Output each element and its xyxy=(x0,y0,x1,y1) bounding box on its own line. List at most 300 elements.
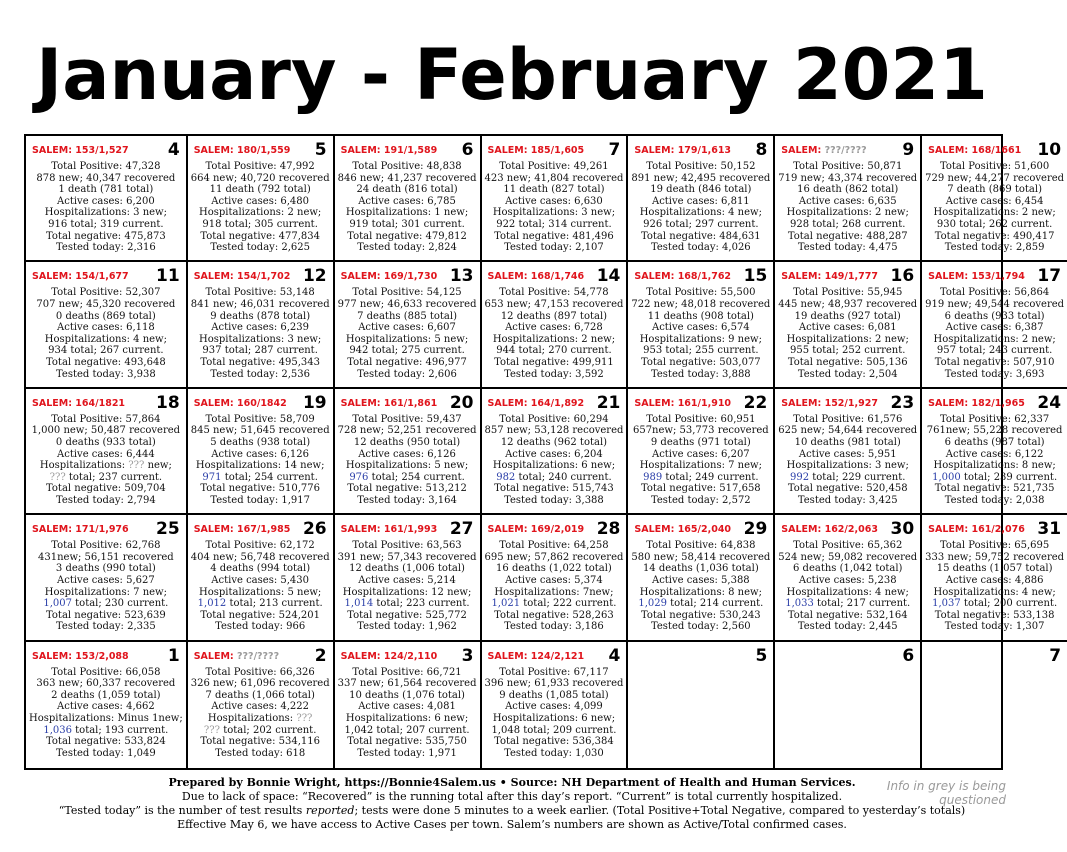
day-cell xyxy=(26,642,188,768)
stat-line: Tested today: 3,592 xyxy=(504,368,604,380)
stat-line: Hospitalizations: 7new; xyxy=(494,586,614,598)
stat-line: 878 new; 40,347 recovered xyxy=(36,172,176,184)
salem-cases: SALEM: 161/2,076 xyxy=(928,524,1025,536)
salem-cases: SALEM: 154/1,702 xyxy=(193,271,291,283)
stat-line: ??? total; 202 current. xyxy=(203,724,317,736)
stat-line: Total negative: 520,458 xyxy=(787,483,908,495)
stat-line: Total Positive: 48,838 xyxy=(352,161,462,172)
stat-line: Total Positive: 66,326 xyxy=(205,666,315,678)
stat-line: Active cases: 4,081 xyxy=(358,701,456,713)
stat-line: Total negative: 510,776 xyxy=(200,483,320,495)
stat-line: Total negative: 528,263 xyxy=(494,609,614,621)
stat-line: 1,014 total; 223 current. xyxy=(344,598,470,610)
stat-line: Total negative: 503,077 xyxy=(640,356,761,368)
stat-line: Total Positive: 49,261 xyxy=(499,161,609,172)
stat-line: 10 deaths (1,076 total) xyxy=(349,689,465,701)
stat-line: Hospitalizations: 1 new; xyxy=(345,207,469,219)
stat-line: Total Positive: 64,838 xyxy=(646,540,756,552)
stat-line: 0 deaths (869 total) xyxy=(55,310,156,322)
stat-line: Hospitalizations: 4 new; xyxy=(639,207,762,219)
salem-cases: SALEM: 124/2,121 xyxy=(487,650,585,662)
salem-cases: SALEM: 154/1,677 xyxy=(32,271,129,283)
stat-line: Total Positive: 60,294 xyxy=(499,413,609,425)
stat-line: Hospitalizations: 5 new; xyxy=(345,333,469,345)
salem-cases: SALEM: 168/1661 xyxy=(928,145,1022,156)
salem-cases: SALEM: 152/1,927 xyxy=(781,397,878,409)
stat-line: Hospitalizations: 2 new; xyxy=(199,207,322,219)
salem-cases: SALEM: 169/1,730 xyxy=(340,271,438,283)
stat-line: Tested today: 1,917 xyxy=(210,494,310,506)
day-cell xyxy=(628,515,775,641)
stat-line: Tested today: 2,536 xyxy=(210,368,310,380)
stat-line: Tested today: 4,475 xyxy=(797,242,898,254)
day-cell xyxy=(482,389,629,515)
salem-cases: SALEM: 169/2,019 xyxy=(487,524,585,536)
day-number: 30 xyxy=(890,519,915,540)
day-cell xyxy=(922,515,1067,641)
stat-line: Total negative: 481,496 xyxy=(494,230,614,242)
stat-line: Hospitalizations: 4 new; xyxy=(786,586,909,598)
grey-info-note: Info in grey is being questioned xyxy=(886,779,1006,807)
stat-line: 1,042 total; 207 current. xyxy=(344,724,470,736)
stat-line: Total Positive: 65,362 xyxy=(793,540,903,552)
stat-line: Active cases: 6,207 xyxy=(651,448,750,460)
stat-line: Total Positive: 64,258 xyxy=(499,540,609,552)
stat-line: Hospitalizations: 6 new; xyxy=(345,712,469,724)
stat-line: 761new; 55,228 recovered xyxy=(926,425,1063,437)
stat-line: Active cases: 4,662 xyxy=(57,701,155,713)
stat-line: 6 deaths (987 total) xyxy=(944,436,1045,448)
stat-line: 1,037 total; 200 current. xyxy=(932,598,1058,610)
salem-cases xyxy=(925,647,928,651)
stat-line: 19 deaths (927 total) xyxy=(794,310,901,322)
day-cell xyxy=(775,515,922,641)
stat-line: Hospitalizations: 3 new; xyxy=(492,207,616,219)
day-number: 15 xyxy=(743,266,768,287)
stat-line: Active cases: 6,574 xyxy=(651,322,750,334)
stat-line: Tested today: 2,504 xyxy=(797,368,898,380)
day-number: 23 xyxy=(890,392,915,413)
stat-line: 11 death (792 total) xyxy=(209,184,311,196)
day-cell xyxy=(922,642,1067,768)
stat-line: 930 total; 262 current. xyxy=(936,218,1053,230)
day-cell xyxy=(775,642,922,768)
stat-line: Hospitalizations: 3 new; xyxy=(786,460,909,472)
stat-line: 0 deaths (933 total) xyxy=(55,436,156,448)
stat-line: Total Positive: 59,437 xyxy=(352,413,462,425)
day-number: 3 xyxy=(461,645,474,666)
stat-line: 942 total; 275 current. xyxy=(349,345,465,357)
stat-line: 1 death (781 total) xyxy=(58,184,154,196)
stat-line: Total negative: 507,910 xyxy=(934,356,1055,368)
stat-line: Total negative: 536,384 xyxy=(494,736,614,748)
stat-line: Active cases: 4,099 xyxy=(505,701,603,713)
stat-line: 953 total; 255 current. xyxy=(643,345,759,357)
stat-line: Active cases: 6,607 xyxy=(358,322,456,334)
stat-line: Hospitalizations: 3 new; xyxy=(199,333,322,345)
stat-line: Tested today: 2,316 xyxy=(56,242,156,254)
stat-line: Tested today: 1,049 xyxy=(56,747,156,759)
day-cell xyxy=(775,136,922,262)
salem-cases: SALEM: 191/1,589 xyxy=(340,145,438,156)
stat-line: Total negative: 523,639 xyxy=(46,609,166,621)
stat-line: 24 death (816 total) xyxy=(356,184,458,196)
stat-line: Total negative: 521,735 xyxy=(934,483,1055,495)
stat-line: 653 new; 47,153 recovered xyxy=(484,298,624,310)
stat-line: Total Positive: 61,576 xyxy=(793,413,903,425)
stat-line: Total Positive: 47,328 xyxy=(51,161,161,172)
stat-line: 1,000 new; 50,487 recovered xyxy=(31,425,181,437)
stat-line: 976 total; 254 current. xyxy=(349,471,465,483)
day-number: 22 xyxy=(743,392,768,413)
day-number: 7 xyxy=(1049,645,1062,666)
stat-line: 7 deaths (1,066 total) xyxy=(205,689,315,701)
stat-line: Total negative: 533,138 xyxy=(934,609,1055,621)
stat-line: Hospitalizations: 4 new; xyxy=(933,586,1056,598)
day-cell xyxy=(482,136,629,262)
salem-cases: SALEM: 149/1,777 xyxy=(781,271,878,283)
stat-line: 7 deaths (885 total) xyxy=(357,310,457,322)
stat-line: 841 new; 46,031 recovered xyxy=(190,298,330,310)
stat-line: 977 new; 46,633 recovered xyxy=(337,298,477,310)
stat-line: 15 deaths (1,057 total) xyxy=(936,563,1053,575)
salem-cases: SALEM: 182/1,965 xyxy=(928,397,1025,409)
stat-line: Hospitalizations: 2 new; xyxy=(933,333,1056,345)
stat-line: Total Positive: 55,945 xyxy=(793,287,903,299)
day-cell xyxy=(628,389,775,515)
stat-line: Hospitalizations: 9 new; xyxy=(639,333,762,345)
day-number: 5 xyxy=(314,140,327,160)
stat-line: Total negative: 533,824 xyxy=(46,736,166,748)
stat-line: 423 new; 41,804 recovered xyxy=(484,172,624,184)
stat-line: Total negative: 496,977 xyxy=(347,356,467,368)
stat-line: Hospitalizations: 3 new; xyxy=(44,207,167,219)
stat-line: Active cases: 6,785 xyxy=(358,195,456,207)
day-number: 4 xyxy=(608,645,621,666)
stat-line: Total Positive: 65,695 xyxy=(939,540,1050,552)
stat-line: Total Positive: 51,600 xyxy=(939,161,1050,172)
day-number: 7 xyxy=(608,140,621,160)
day-cell xyxy=(188,136,335,262)
salem-cases: SALEM: 167/1,985 xyxy=(193,524,291,536)
day-number: 4 xyxy=(167,140,180,160)
stat-line: Hospitalizations: 8 new; xyxy=(639,586,762,598)
stat-line: Tested today: 2,335 xyxy=(56,621,156,633)
stat-line: 11 deaths (908 total) xyxy=(647,310,754,322)
day-number: 28 xyxy=(596,519,621,540)
stat-line: 729 new; 44,277 recovered xyxy=(925,172,1065,184)
stat-line: Active cases: 5,951 xyxy=(798,448,897,460)
stat-line: Active cases: 6,118 xyxy=(57,322,155,334)
stat-line: 333 new; 59,752 recovered xyxy=(925,551,1065,563)
stat-line: Tested today: 3,186 xyxy=(504,621,604,633)
stat-line: Tested today: 1,030 xyxy=(504,747,604,759)
stat-line: Hospitalizations: 4 new; xyxy=(44,333,167,345)
stat-line: 982 total; 240 current. xyxy=(496,471,612,483)
stat-line: 16 death (862 total) xyxy=(797,184,899,196)
stat-line: Active cases: 5,214 xyxy=(358,574,456,586)
stat-line: Active cases: 6,444 xyxy=(57,448,155,460)
salem-cases: SALEM: 185/1,605 xyxy=(487,145,585,156)
stat-line: Total negative: 484,631 xyxy=(640,230,761,242)
stat-line: Total Positive: 62,172 xyxy=(205,540,315,552)
day-number: 6 xyxy=(461,140,474,160)
stat-line: Total Positive: 56,864 xyxy=(939,287,1050,299)
day-number: 14 xyxy=(596,266,621,287)
stat-line: 1,048 total; 209 current. xyxy=(491,724,617,736)
stat-line: 957 total; 243 current. xyxy=(936,345,1053,357)
stat-line: 12 deaths (950 total) xyxy=(353,436,461,448)
salem-cases xyxy=(631,647,634,651)
stat-line: 989 total; 249 current. xyxy=(643,471,759,483)
footer-note-recovered: Due to lack of space: “Recovered” is the running total after this day’s report. “Current” is total currently hospitalized. xyxy=(181,790,843,803)
stat-line: 19 death (846 total) xyxy=(650,184,752,196)
stat-line: Tested today: 3,938 xyxy=(56,368,156,380)
stat-line: Hospitalizations: 2 new; xyxy=(786,333,909,345)
stat-line: 580 new; 58,414 recovered xyxy=(631,551,771,563)
page-title: January - February 2021 xyxy=(36,34,988,116)
salem-cases: SALEM: 180/1,559 xyxy=(193,145,291,156)
stat-line: Total Positive: 66,721 xyxy=(352,666,462,678)
stat-line: Total negative: 534,116 xyxy=(200,736,320,748)
day-number: 9 xyxy=(902,140,915,160)
stat-line: Total Positive: 50,871 xyxy=(793,161,903,172)
stat-line: Total Positive: 54,778 xyxy=(499,287,609,299)
day-number: 24 xyxy=(1037,392,1062,413)
stat-line: Total negative: 515,743 xyxy=(494,483,614,495)
stat-line: Total Positive: 52,307 xyxy=(51,287,161,299)
day-cell xyxy=(922,389,1067,515)
day-cell xyxy=(188,389,335,515)
day-cell xyxy=(335,389,482,515)
stat-line: 857 new; 53,128 recovered xyxy=(484,425,624,437)
stat-line: Active cases: 6,387 xyxy=(945,322,1044,334)
day-cell xyxy=(335,515,482,641)
stat-line: 7 death (869 total) xyxy=(947,184,1042,196)
day-number: 17 xyxy=(1037,266,1062,287)
stat-line: Hospitalizations: 14 new; xyxy=(195,460,325,472)
stat-line: 5 deaths (938 total) xyxy=(210,436,311,448)
stat-line: Tested today: 2,606 xyxy=(357,368,457,380)
day-number: 16 xyxy=(890,266,915,287)
stat-line: 928 total; 268 current. xyxy=(789,218,906,230)
stat-line: 6 deaths (1,042 total) xyxy=(793,563,903,575)
stat-line: 695 new; 57,862 recovered xyxy=(484,551,624,563)
stat-line: 445 new; 48,937 recovered xyxy=(778,298,918,310)
stat-line: Total negative: 495,343 xyxy=(200,356,320,368)
stat-line: 9 deaths (971 total) xyxy=(650,436,751,448)
salem-cases: SALEM: 153/1,527 xyxy=(32,145,129,156)
stat-line: Total Positive: 63,563 xyxy=(352,540,462,552)
footer-note-tested: “Tested today” is the number of test results reported; tests were done 5 minutes to a week earlier. (Total Positive+Total Negative, compared to yesterday’s totals) xyxy=(58,804,966,817)
stat-line: Total negative: 488,287 xyxy=(787,230,908,242)
stat-line: 14 deaths (1,036 total) xyxy=(642,563,759,575)
stat-line: Total Positive: 47,992 xyxy=(205,161,315,172)
stat-line: Active cases: 5,627 xyxy=(57,574,155,586)
stat-line: Total negative: 530,243 xyxy=(640,609,761,621)
day-cell xyxy=(775,262,922,388)
day-cell xyxy=(628,642,775,768)
stat-line: Active cases: 6,200 xyxy=(57,195,155,207)
stat-line: Tested today: 2,625 xyxy=(210,242,310,254)
day-number: 8 xyxy=(755,140,768,160)
stat-line: Tested today: 3,693 xyxy=(944,368,1045,380)
salem-cases: SALEM: ???/???? xyxy=(193,650,280,662)
salem-cases: SALEM: 161/1,993 xyxy=(340,524,438,536)
stat-line: Total negative: 513,212 xyxy=(347,483,467,495)
day-number: 29 xyxy=(743,519,768,540)
stat-line: Total Positive: 66,058 xyxy=(51,666,161,678)
day-cell xyxy=(335,136,482,262)
salem-cases: SALEM: 179/1,613 xyxy=(634,145,732,156)
day-cell xyxy=(26,136,188,262)
salem-cases: SALEM: 171/1,976 xyxy=(32,524,129,536)
salem-cases: SALEM: 153/1,794 xyxy=(928,271,1025,283)
stat-line: Total Positive: 53,148 xyxy=(205,287,315,299)
day-cell xyxy=(482,515,629,641)
stat-line: 992 total; 229 current. xyxy=(789,471,906,483)
day-cell xyxy=(335,262,482,388)
stat-line: 391 new; 57,343 recovered xyxy=(337,551,477,563)
stat-line: 10 deaths (981 total) xyxy=(794,436,901,448)
stat-line: Total negative: 499,911 xyxy=(494,356,614,368)
day-number: 26 xyxy=(302,519,327,540)
stat-line: 922 total; 314 current. xyxy=(496,218,612,230)
stat-line: Active cases: 4,222 xyxy=(211,701,310,713)
stat-line: Hospitalizations: ??? xyxy=(207,712,313,724)
day-cell xyxy=(628,262,775,388)
stat-line: Total negative: 509,704 xyxy=(46,483,166,495)
footer-credit: Prepared by Bonnie Wright, https://Bonnie4Salem.us • Source: NH Department of Health and Human Services. xyxy=(168,776,856,789)
stat-line: 926 total; 297 current. xyxy=(643,218,759,230)
stat-line: Tested today: 618 xyxy=(215,747,306,759)
stat-line: Total Positive: 60,951 xyxy=(646,413,756,425)
stat-line: Hospitalizations: 5 new; xyxy=(345,460,469,472)
stat-line: Hospitalizations: Minus 1new; xyxy=(29,712,183,724)
stat-line: Active cases: 5,388 xyxy=(651,574,750,586)
stat-line: Hospitalizations: 2 new; xyxy=(492,333,616,345)
stat-line: Tested today: 2,038 xyxy=(944,494,1045,506)
stat-line: Hospitalizations: 8 new; xyxy=(933,460,1056,472)
stat-line: 9 deaths (878 total) xyxy=(210,310,311,322)
day-cell xyxy=(482,262,629,388)
stat-line: Active cases: 5,430 xyxy=(211,574,310,586)
stat-line: Tested today: 1,971 xyxy=(357,747,457,759)
day-cell xyxy=(482,642,629,768)
stat-line: Tested today: 3,425 xyxy=(797,494,898,506)
stat-line: Active cases: 6,122 xyxy=(945,448,1044,460)
day-cell xyxy=(922,136,1067,262)
day-number: 20 xyxy=(449,392,474,413)
stat-line: Active cases: 6,728 xyxy=(505,322,603,334)
salem-cases: SALEM: 168/1,762 xyxy=(634,271,732,283)
stat-line: 657new; 53,773 recovered xyxy=(632,425,769,437)
stat-line: Total negative: 505,136 xyxy=(787,356,908,368)
salem-cases: SALEM: 161/1,910 xyxy=(634,397,732,409)
stat-line: 971 total; 254 current. xyxy=(202,471,318,483)
stat-line: Hospitalizations: 12 new; xyxy=(342,586,472,598)
stat-line: Total negative: 524,201 xyxy=(200,609,320,621)
stat-line: 722 new; 48,018 recovered xyxy=(631,298,771,310)
stat-line: 3 deaths (990 total) xyxy=(55,563,156,575)
stat-line: 918 total; 305 current. xyxy=(202,218,318,230)
stat-line: 404 new; 56,748 recovered xyxy=(190,551,330,563)
calendar-grid xyxy=(24,134,1065,770)
stat-line: 728 new; 52,251 recovered xyxy=(337,425,477,437)
stat-line: Total negative: 475,873 xyxy=(46,230,166,242)
stat-line: Total negative: 479,812 xyxy=(347,230,467,242)
salem-cases: SALEM: 164/1821 xyxy=(32,397,126,409)
salem-cases: SALEM: 164/1,892 xyxy=(487,397,585,409)
stat-line: Active cases: 5,238 xyxy=(798,574,897,586)
stat-line: 625 new; 54,644 recovered xyxy=(778,425,918,437)
stat-line: Tested today: 2,859 xyxy=(944,242,1045,254)
day-number: 18 xyxy=(156,392,180,413)
stat-line: 12 deaths (962 total) xyxy=(500,436,608,448)
stat-line: Total negative: 535,750 xyxy=(347,736,467,748)
stat-line: 845 new; 51,645 recovered xyxy=(190,425,330,437)
salem-cases xyxy=(778,647,781,651)
day-cell xyxy=(188,262,335,388)
stat-line: 1,021 total; 222 current. xyxy=(491,598,617,610)
stat-line: Total Positive: 57,864 xyxy=(51,413,161,425)
stat-line: 955 total; 252 current. xyxy=(789,345,906,357)
stat-line: Hospitalizations: 2 new; xyxy=(933,207,1056,219)
stat-line: 934 total; 267 current. xyxy=(48,345,164,357)
stat-line: Active cases: 6,811 xyxy=(651,195,750,207)
salem-cases: SALEM: 160/1842 xyxy=(193,397,287,409)
stat-line: Tested today: 3,388 xyxy=(504,494,604,506)
stat-line: Active cases: 6,239 xyxy=(211,322,310,334)
stat-line: 12 deaths (897 total) xyxy=(500,310,608,322)
stat-line: 524 new; 59,082 recovered xyxy=(778,551,918,563)
salem-cases: SALEM: ???/???? xyxy=(781,145,867,156)
salem-cases: SALEM: 168/1,746 xyxy=(487,271,585,283)
stat-line: 937 total; 287 current. xyxy=(202,345,318,357)
stat-line: Tested today: 3,888 xyxy=(650,368,751,380)
stat-line: 846 new; 41,237 recovered xyxy=(337,172,477,184)
stat-line: Hospitalizations: 7 new; xyxy=(639,460,762,472)
stat-line: Active cases: 6,454 xyxy=(945,195,1044,207)
stat-line: 2 deaths (1,059 total) xyxy=(51,689,161,701)
stat-line: Total negative: 477,834 xyxy=(200,230,320,242)
stat-line: 707 new; 45,320 recovered xyxy=(36,298,176,310)
stat-line: Active cases: 6,081 xyxy=(798,322,897,334)
stat-line: 1,033 total; 217 current. xyxy=(785,598,911,610)
day-number: 11 xyxy=(156,266,180,287)
stat-line: Total Positive: 54,125 xyxy=(352,287,462,299)
stat-line: 919 new; 49,544 recovered xyxy=(925,298,1065,310)
stat-line: Tested today: 1,307 xyxy=(944,621,1045,633)
day-number: 12 xyxy=(302,266,327,287)
stat-line: 9 deaths (1,085 total) xyxy=(499,689,609,701)
stat-line: 1,007 total; 230 current. xyxy=(43,598,169,610)
day-number: 10 xyxy=(1037,140,1062,160)
stat-line: 12 deaths (1,006 total) xyxy=(349,563,465,575)
day-number: 19 xyxy=(302,392,327,413)
stat-line: Total Positive: 62,337 xyxy=(939,413,1050,425)
stat-line: Total negative: 490,417 xyxy=(934,230,1055,242)
stat-line: Total negative: 493,648 xyxy=(46,356,166,368)
stat-line: 916 total; 319 current. xyxy=(48,218,164,230)
stat-line: Tested today: 966 xyxy=(215,621,306,633)
salem-cases: SALEM: 162/2,063 xyxy=(781,524,878,536)
stat-line: 11 death (827 total) xyxy=(503,184,605,196)
day-cell xyxy=(335,642,482,768)
day-cell xyxy=(26,515,188,641)
stat-line: 1,012 total; 213 current. xyxy=(197,598,323,610)
stat-line: Total Positive: 62,768 xyxy=(51,540,161,552)
